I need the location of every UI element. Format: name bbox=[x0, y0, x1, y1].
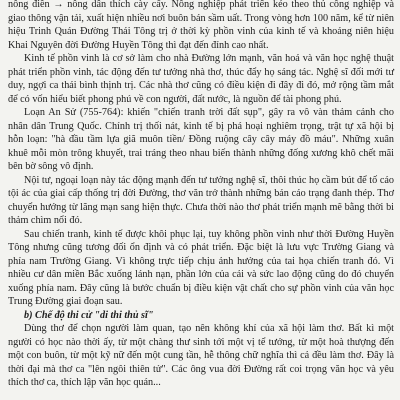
paragraph-5: Sau chiến tranh, kinh tế được khôi phục lại, tuy không phồn vinh như thời Đường Huyền Tông nhưng cũng tương đối ổn định và có phát triển. Đặc biệt là lưu vực Trường Giang và phía nam Trường Giang. Vì không trực tiếp chịu ảnh hưởng của tai họa chiến tranh đó. Vì nhiều cư dân miền Bắc xuống lánh nạn, phần lớn của cải và sức lao động cũng do đó chuyển xuống phía nam. Đây cũng là bước chuẩn bị điều kiện vật chất cho sự phồn vinh của văn học Trung Đường giai đoạn sau. bbox=[8, 228, 394, 307]
paragraph-2: Kinh tế phồn vinh là cơ sở làm cho nhà Đường lớn mạnh, văn hoá và văn học nghệ thuật phát triển phồn vinh, tác động đến tư tưởng nhà thơ, thúc đẩy họ sáng tác. Nghệ sĩ đối mới tư duy, ngợi ca thái bình thịnh trị. Các nhà thơ cũng có điều kiện đi đây đi đó, mở rộng tầm mắt để có vốn hiểu biết phong phú về con người, đất nước, là nguồn để tài phong phú. bbox=[8, 53, 394, 105]
paragraph-1: nông điền → nông dân thích cày cấy. Nông nghiệp phát triển kéo theo thủ công nghiệp và giao thông vận tải, xuất hiện nhiều nơi buôn bán sầm uất. Trong vòng hơn 100 năm, kể từ niên hiệu Trinh Quán Đường Thái Tông trị ở thời kỳ phồn vinh của kinh tế và khoảng niên hiệu Khai Nguyên đời Đường Huyền Tông thì đạt đến đỉnh cao nhất. bbox=[8, 0, 394, 51]
paragraph-6: Dùng thơ để chọn người làm quan, tạo nên không khí của xã hội làm thơ. Bất kì một người có học nào thời ấy, từ một chàng thư sinh tới một vị tể tướng, từ một hoà thượng đến một con buôn, từ một kỹ nữ đến một cung tần, hễ thông chữ nghĩa thì cả đều làm thơ. Đây là thời đại mà thơ ca "lên ngôi thiên tử". Các ông vua đời Đường rất coi trọng văn học và yêu thích thơ ca, thích lập văn học quán... bbox=[8, 323, 394, 388]
section-heading: b) Chế độ thi cử "di thi thủ sĩ" bbox=[24, 309, 154, 321]
paragraph-3: Loạn An Sử (755-764): khiến "chiến tranh trời đất sụp", gây ra vô vàn thảm cảnh cho nhân dân Trung Quốc. Chính trị thối nát, kinh tế bị phá hoại nghiêm trọng, trật tự xã hội bị hỗn loạn: "hà đầu tầm lựa giã muôn tiền/ Đồng ruộng cây cây máy đồ máu". Những xuân khuê mỗi mòn trông khuyết, trai tráng theo nhau biến thành những đống xương khô chết mãi bên bờ sông vô định. bbox=[8, 107, 394, 172]
body-text bbox=[8, 0, 394, 390]
paragraph-4: Nội tư, ngoại loạn này tác động mạnh đến tư tưởng nghệ sĩ, thôi thúc họ cầm bút để tố cáo tội ác của giai cấp thống trị đời Đường, thơ văn trở thành những bản cáo trạng đanh thép. Thơ chuyển hướng từ lãng mạn sang hiện thực. Chưa thời nào thơ phát triển mạnh mẽ bằng thời bi thảm chìm nổi đó. bbox=[8, 174, 394, 226]
